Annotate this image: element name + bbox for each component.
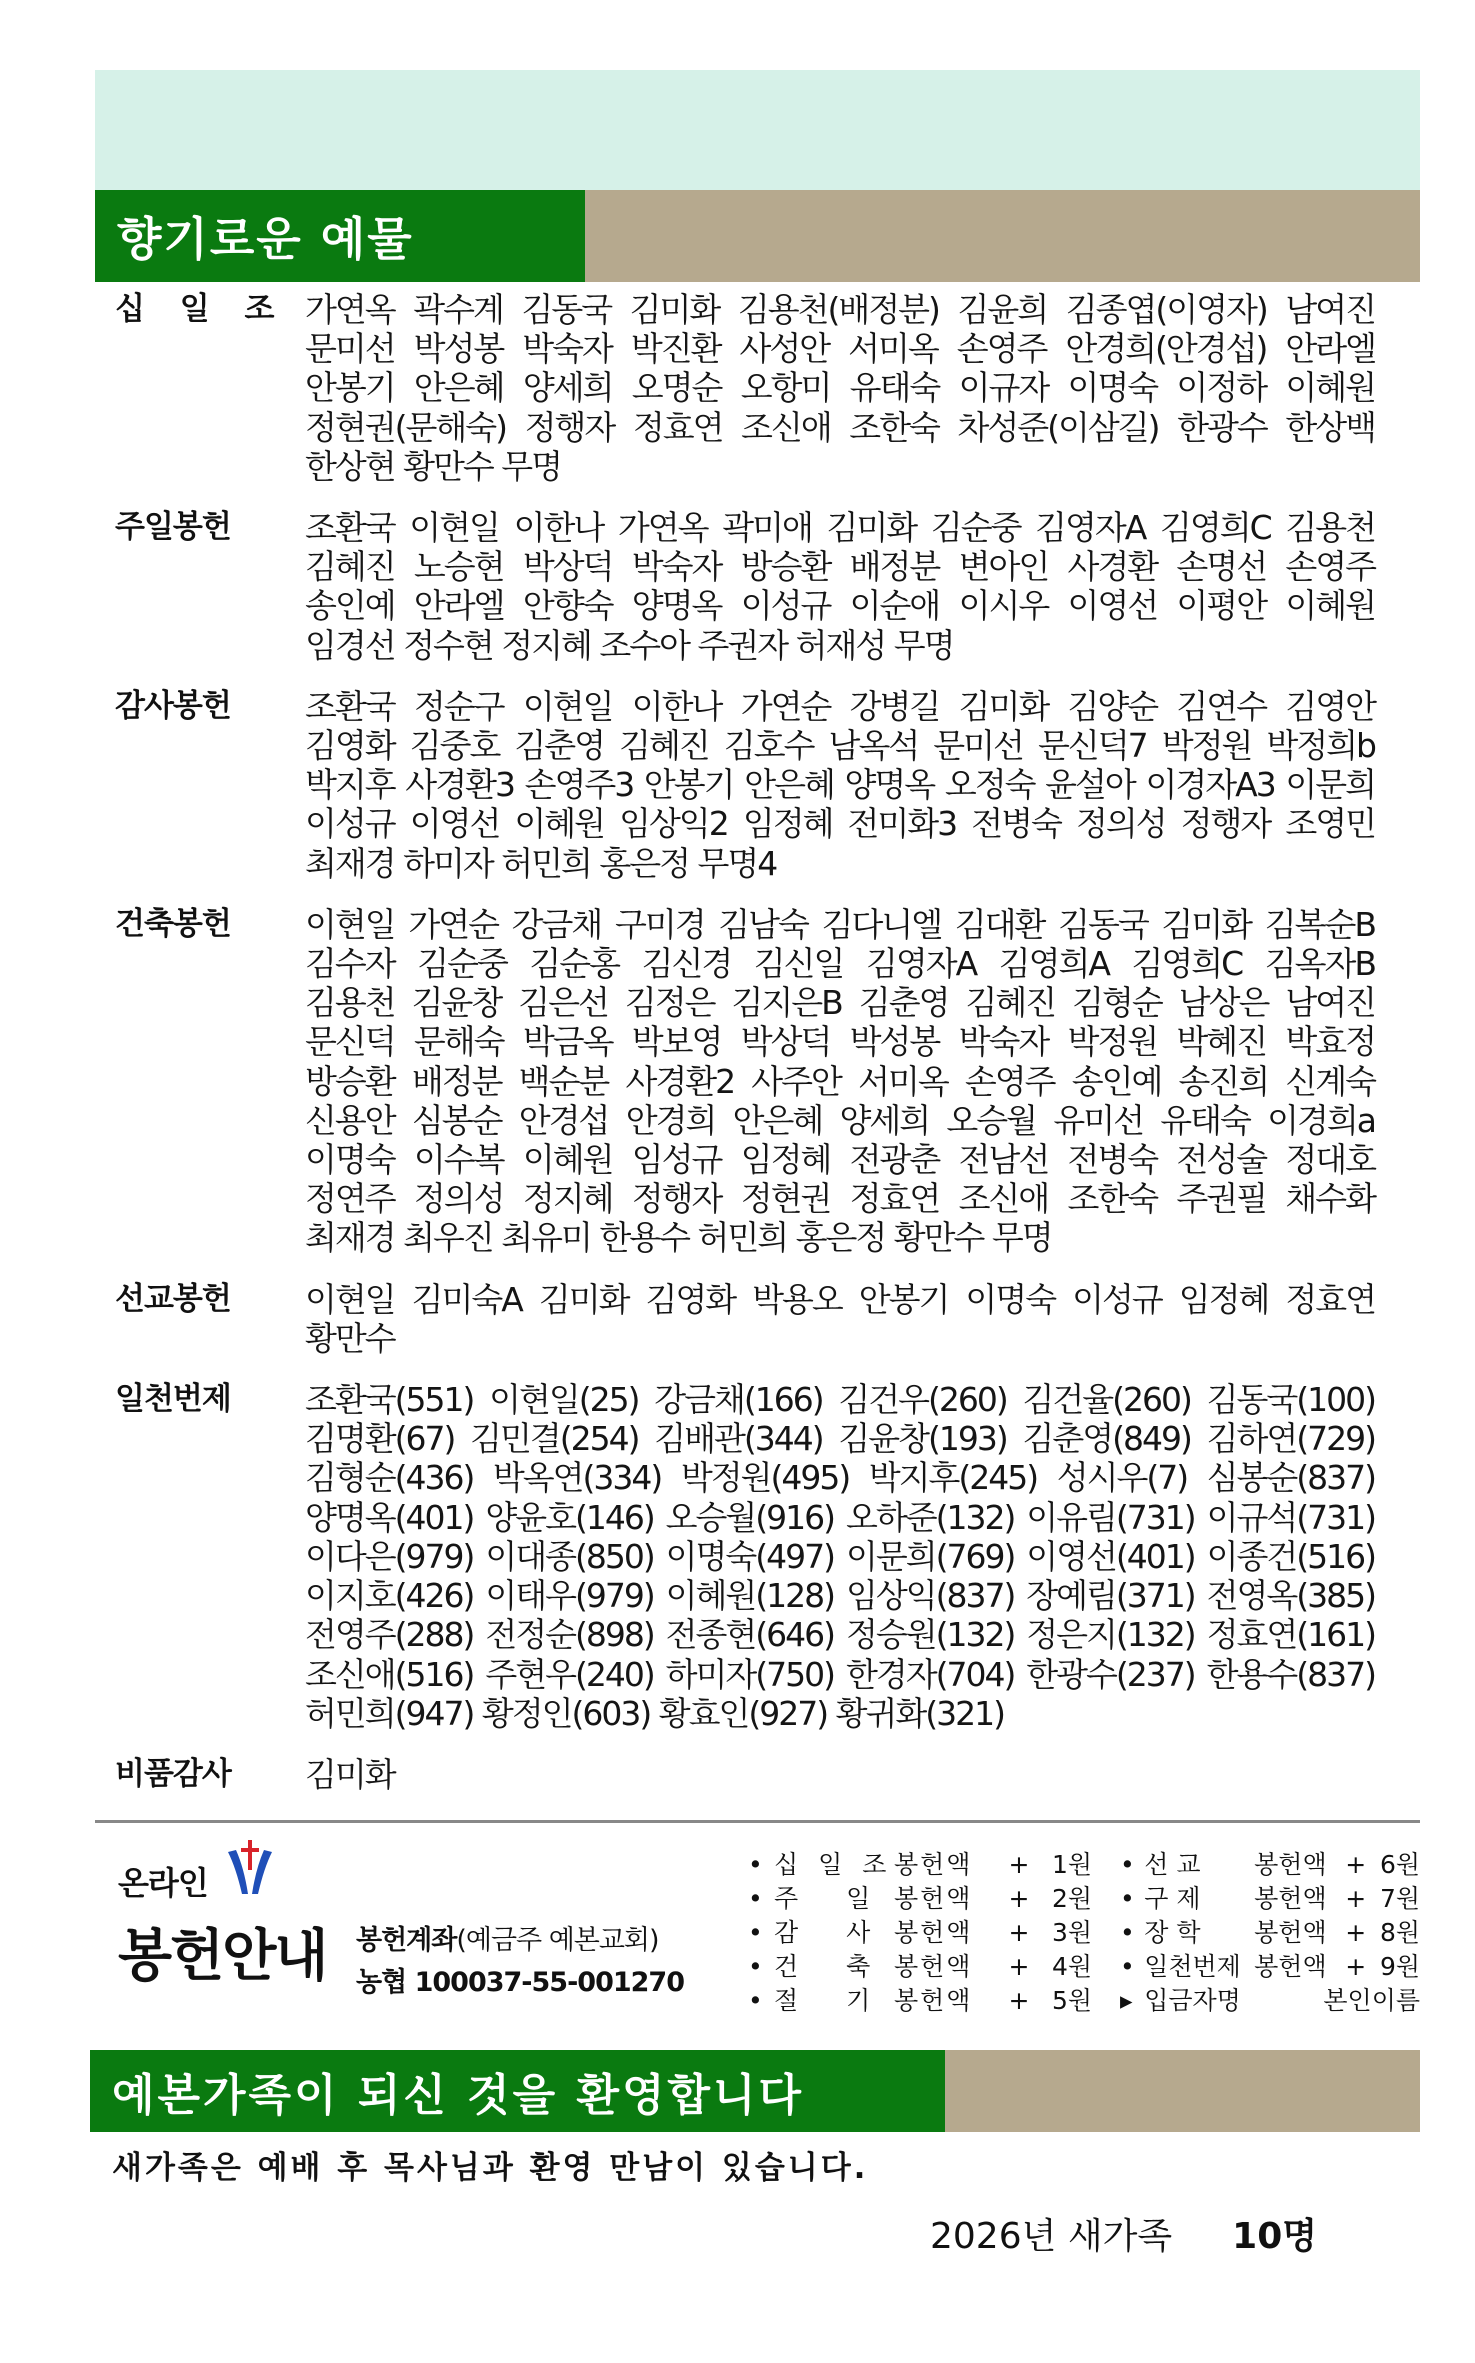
offering-code: 2원: [1051, 1884, 1092, 1913]
offerings-header: [95, 190, 1420, 282]
bullet-icon: •: [1120, 1850, 1135, 1879]
names-line: 조환국 정순구 이현일 이한나 가연순 강병길 김미화 김양순 김연수 김영안: [305, 686, 1375, 726]
names-line: 허민희(947) 황정인(603) 황효인(927) 황귀화(321): [305, 1693, 1004, 1733]
offering-code: 8원: [1379, 1918, 1420, 1947]
names-line: 최재경 최우진 최유미 한용수 허민희 홍은정 황만수 무명: [305, 1218, 1052, 1258]
offering-item: [1120, 1984, 1420, 2018]
names-line: 김형순(436) 박옥연(334) 박정원(495) 박지후(245) 성시우(7) 심봉순(837): [305, 1458, 1375, 1498]
offering-row: [748, 1950, 1428, 1984]
names-line: 정현권(문해숙) 정행자 정효연 조신애 조한숙 차성준(이삼길) 한광수 한상백: [305, 407, 1375, 447]
names-line: 문신덕 문해숙 박금옥 박보영 박상덕 박성봉 박숙자 박정원 박혜진 박효정: [305, 1022, 1375, 1062]
offering-row: [748, 1882, 1428, 1916]
account-number[interactable]: 100037-55-001270: [414, 1967, 685, 1998]
names-line: 김영화 김중호 김춘영 김혜진 김호수 남옥석 문미선 문신덕7 박정원 박정희b: [305, 726, 1375, 766]
names-list: [305, 290, 1375, 486]
names-line: 이명숙 이수복 이혜원 임성규 임정혜 전광춘 전남선 전병숙 전성술 정대호: [305, 1140, 1375, 1180]
offerings-title: 향기로운 예물: [95, 190, 585, 282]
offering-name: 선 교: [1144, 1850, 1201, 1879]
offering-row: [748, 1984, 1428, 2018]
offering-code: 5원: [1051, 1986, 1092, 2015]
top-color-band: [95, 70, 1420, 190]
names-line: 신용안 심봉순 안경섭 안경희 안은혜 양세희 오승월 유미선 유태숙 이경희a: [305, 1100, 1375, 1140]
offering-type: 봉헌액: [1254, 1918, 1327, 1947]
section-label: 주일봉헌: [115, 509, 231, 546]
section-label: 비품감사: [115, 1755, 231, 1792]
welcome-subtitle: 새가족은 예배 후 목사님과 환영 만남이 있습니다.: [112, 2150, 869, 2186]
names-line: 이현일 가연순 강금채 구미경 김남숙 김다니엘 김대환 김동국 김미화 김복순B: [305, 904, 1375, 944]
offering-type: 봉헌액: [894, 1918, 973, 1947]
offering-name: 건 축: [774, 1952, 891, 1981]
offering-item: [748, 1950, 1120, 1984]
bullet-icon: •: [748, 1952, 763, 1981]
names-line: 한상현 황만수 무명: [305, 446, 562, 486]
offering-type: 봉헌액: [1254, 1952, 1327, 1981]
names-line: 김미화: [305, 1754, 395, 1794]
donation-section: [95, 1755, 1375, 1794]
offering-code: 4원: [1051, 1952, 1092, 1981]
plus-sign: +: [1345, 1952, 1367, 1981]
bank-name: 농협: [356, 1967, 407, 1998]
names-list: [305, 1755, 1375, 1794]
year-label: 2026년 새가족: [930, 2216, 1173, 2257]
bullet-icon: •: [748, 1884, 763, 1913]
offering-name: 일천번제: [1144, 1952, 1241, 1981]
offering-name: 입금자명: [1144, 1986, 1241, 2015]
names-line: 방승환 배정분 백순분 사경환2 사주안 서미옥 손영주 송인예 송진희 신계숙: [305, 1061, 1375, 1101]
donation-section: [95, 1280, 1375, 1358]
plus-sign: +: [1345, 1918, 1367, 1947]
donation-section: [95, 508, 1375, 665]
offering-type: 봉헌액: [894, 1884, 973, 1913]
offering-type: 봉헌액: [894, 1952, 973, 1981]
names-line: 임경선 정수현 정지혜 조수아 주권자 허재성 무명: [305, 625, 954, 665]
section-label: 일천번제: [115, 1381, 231, 1418]
section-label: 감사봉헌: [115, 687, 231, 724]
offering-type: 봉헌액: [1254, 1884, 1327, 1913]
offering-name: 절 기: [774, 1986, 891, 2015]
bullet-icon: •: [748, 1986, 763, 2015]
bullet-icon: •: [748, 1918, 763, 1947]
names-line: 이현일 김미숙A 김미화 김영화 박용오 안봉기 이명숙 이성규 임정혜 정효연: [305, 1279, 1375, 1319]
account-info: [356, 1920, 684, 2004]
account-label: 봉헌계좌: [356, 1925, 457, 1956]
names-list: [305, 508, 1375, 665]
header-accent: [585, 190, 1420, 282]
offering-type: 봉헌액: [894, 1986, 973, 2015]
offering-code: 9원: [1379, 1952, 1420, 1981]
plus-sign: +: [1008, 1986, 1030, 2015]
names-line: 정연주 정의성 정지혜 정행자 정현권 정효연 조신애 조한숙 주권필 채수화: [305, 1179, 1375, 1219]
offering-name: 십일조: [774, 1850, 907, 1879]
offering-codes: [748, 1848, 1428, 2018]
new-family-count: [930, 2208, 1317, 2259]
names-line: 이다은(979) 이대종(850) 이명숙(497) 이문희(769) 이영선(401) 이종건(516): [305, 1536, 1375, 1576]
offering-code: 1원: [1051, 1850, 1092, 1879]
welcome-header: [90, 2050, 1420, 2132]
donation-section: [95, 905, 1375, 1258]
names-line: 전영주(288) 전정순(898) 전종현(646) 정승원(132) 정은지(132) 정효연(161): [305, 1615, 1375, 1655]
offering-name: 감 사: [774, 1918, 891, 1947]
divider: [95, 1820, 1420, 1823]
offering-row: [748, 1916, 1428, 1950]
offering-item: [1120, 1916, 1420, 1950]
offering-type: 봉헌액: [1254, 1850, 1327, 1879]
names-line: 문미선 박성봉 박숙자 박진환 사성안 서미옥 손영주 안경희(안경섭) 안라엘: [305, 329, 1375, 369]
offering-item: [1120, 1848, 1420, 1882]
online-label: 온라인: [118, 1864, 208, 1902]
section-label: 건축봉헌: [115, 905, 231, 942]
section-label: 선교봉헌: [115, 1280, 231, 1317]
bullet-icon: ▸: [1120, 1986, 1133, 2015]
names-line: 가연옥 곽수계 김동국 김미화 김용천(배정분) 김윤희 김종엽(이영자) 남여진: [305, 290, 1375, 329]
offering-item: [748, 1848, 1120, 1882]
offering-name: 장 학: [1144, 1918, 1201, 1947]
offering-code: 본인이름: [1323, 1986, 1420, 2015]
names-line: 황만수: [305, 1318, 395, 1358]
welcome-title: 예본가족이 되신 것을 환영합니다: [90, 2050, 945, 2132]
names-line: 조환국(551) 이현일(25) 강금채(166) 김건우(260) 김건율(260) 김동국(100): [305, 1380, 1375, 1420]
names-list: [305, 1280, 1375, 1358]
offering-item: [1120, 1950, 1420, 1984]
names-line: 양명옥(401) 양윤호(146) 오승월(916) 오하준(132) 이유림(731) 이규석(731): [305, 1497, 1375, 1537]
offering-item: [748, 1916, 1120, 1950]
names-line: 김용천 김윤창 김은선 김정은 김지은B 김춘영 김혜진 김형순 남상은 남여진: [305, 983, 1375, 1023]
names-line: 이성규 이영선 이혜원 임상익2 임정혜 전미화3 전병숙 정의성 정행자 조영민: [305, 804, 1375, 844]
donation-lists: [95, 290, 1375, 1816]
plus-sign: +: [1345, 1850, 1367, 1879]
names-line: 김명환(67) 김민결(254) 김배관(344) 김윤창(193) 김춘영(849) 김하연(729): [305, 1419, 1375, 1459]
names-line: 김혜진 노승현 박상덕 박숙자 방승환 배정분 변아인 사경환 손명선 손영주: [305, 547, 1375, 587]
names-list: [305, 1380, 1375, 1733]
names-line: 최재경 하미자 허민희 홍은정 무명4: [305, 843, 777, 883]
plus-sign: +: [1008, 1952, 1030, 1981]
bullet-icon: •: [1120, 1884, 1135, 1913]
offering-item: [748, 1984, 1120, 2018]
plus-sign: +: [1008, 1850, 1030, 1879]
donation-section: [95, 290, 1375, 486]
bullet-icon: •: [1120, 1952, 1135, 1981]
plus-sign: +: [1345, 1884, 1367, 1913]
donation-section: [95, 1380, 1375, 1733]
welcome-accent: [945, 2050, 1420, 2132]
names-line: 조신애(516) 주현우(240) 하미자(750) 한경자(704) 한광수(237) 한용수(837): [305, 1654, 1375, 1694]
plus-sign: +: [1008, 1884, 1030, 1913]
offering-code: 7원: [1379, 1884, 1420, 1913]
plus-sign: +: [1008, 1918, 1030, 1947]
section-label: 십 일 조: [115, 291, 287, 327]
names-line: 조환국 이현일 이한나 가연옥 곽미애 김미화 김순중 김영자A 김영희C 김용천: [305, 508, 1375, 548]
offering-code: 3원: [1051, 1918, 1092, 1947]
online-badge: [118, 1838, 328, 1902]
bullet-icon: •: [748, 1850, 763, 1879]
names-list: [305, 905, 1375, 1258]
giving-guide-title: 봉헌안내: [118, 1924, 327, 1989]
names-list: [305, 687, 1375, 883]
names-line: 박지후 사경환3 손영주3 안봉기 안은혜 양명옥 오정숙 윤설아 이경자A3 이문희: [305, 765, 1375, 805]
donation-section: [95, 687, 1375, 883]
offering-code: 6원: [1379, 1850, 1420, 1879]
bullet-icon: •: [1120, 1918, 1135, 1947]
church-logo-icon: [220, 1838, 280, 1898]
count-value: 10명: [1232, 2216, 1318, 2257]
offering-item: [1120, 1882, 1420, 1916]
offering-item: [748, 1882, 1120, 1916]
offering-type: 봉헌액: [894, 1850, 973, 1879]
names-line: 김수자 김순중 김순홍 김신경 김신일 김영자A 김영희A 김영희C 김옥자B: [305, 944, 1375, 984]
names-line: 이지호(426) 이태우(979) 이혜원(128) 임상익(837) 장예림(371) 전영옥(385): [305, 1576, 1375, 1616]
offering-name: 구 제: [1144, 1884, 1201, 1913]
offering-row: [748, 1848, 1428, 1882]
names-line: 안봉기 안은혜 양세희 오명순 오항미 유태숙 이규자 이명숙 이정하 이혜원: [305, 368, 1375, 408]
account-holder: (예금주 예본교회): [456, 1925, 659, 1956]
names-line: 송인예 안라엘 안향숙 양명옥 이성규 이순애 이시우 이영선 이평안 이혜원: [305, 586, 1375, 626]
offering-name: 주 일: [774, 1884, 891, 1913]
